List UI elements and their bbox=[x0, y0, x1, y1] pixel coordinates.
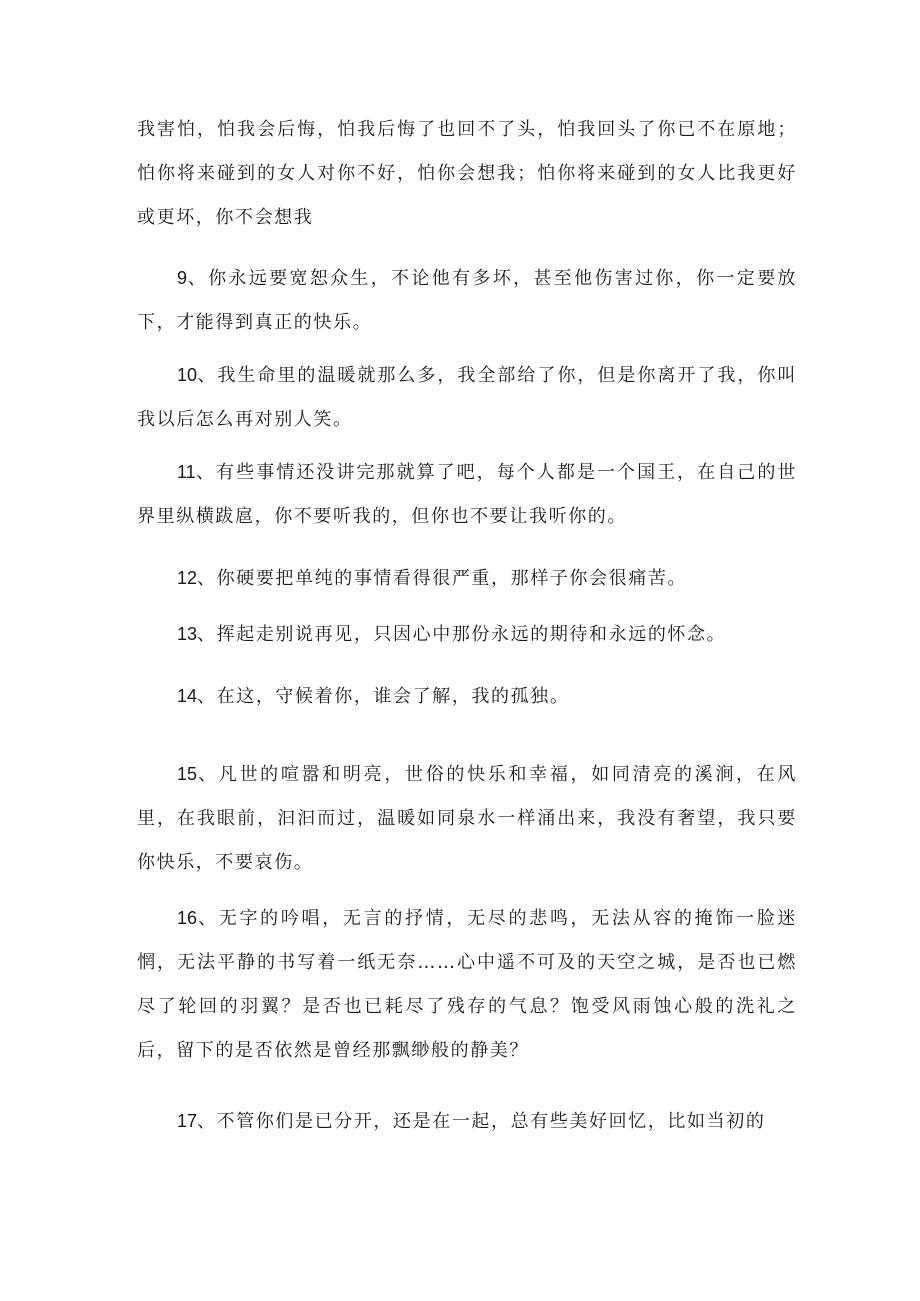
paragraph-10 bbox=[137, 353, 797, 442]
paragraph-13 bbox=[137, 612, 797, 657]
paragraph-text: 、挥起走别说再见，只因心中那份永远的期待和永远的怀念。 bbox=[197, 624, 727, 645]
paragraph-number: 16 bbox=[177, 908, 198, 928]
paragraph-text: 、你硬要把单纯的事情看得很严重，那样子你会很痛苦。 bbox=[197, 568, 688, 589]
paragraph-17 bbox=[137, 1099, 797, 1144]
paragraph-text: 、在这，守候着你，谁会了解，我的孤独。 bbox=[197, 686, 570, 707]
paragraph-text: 、我生命里的温暖就那么多，我全部给了你，但是你离开了我，你叫我以后怎么再对别人笑。 bbox=[137, 365, 797, 430]
paragraph-11 bbox=[137, 450, 797, 539]
paragraph-text: 、你永远要宽恕众生，不论他有多坏，甚至他伤害过你，你一定要放下，才能得到真正的快乐。 bbox=[137, 268, 797, 333]
paragraph-number: 9 bbox=[177, 268, 188, 288]
paragraph-number: 10 bbox=[177, 365, 198, 385]
paragraph-number: 13 bbox=[177, 624, 198, 644]
paragraph-number: 17 bbox=[177, 1111, 198, 1131]
paragraph-number: 11 bbox=[177, 462, 196, 482]
paragraph-12 bbox=[137, 556, 797, 601]
paragraph-number: 14 bbox=[177, 686, 198, 706]
paragraph-text: 、无字的吟唱，无言的抒情，无尽的悲鸣，无法从容的掩饰一脸迷惘，无法平静的书写着一纸无奈……心中遥不可及的天空之城，是否也已燃尽了轮回的羽翼？是否也已耗尽了残存的气息？饱受风雨蚀心般的洗礼之后，留下的是否依然是曾经那飘缈般的静美？ bbox=[137, 908, 797, 1061]
paragraph-9 bbox=[137, 256, 797, 345]
paragraph-15 bbox=[137, 752, 797, 885]
paragraph-number: 12 bbox=[177, 568, 198, 588]
paragraph-text: 、有些事情还没讲完那就算了吧，每个人都是一个国王，在自己的世界里纵横跋扈，你不要听我的，但你也不要让我听你的。 bbox=[137, 462, 797, 527]
paragraph-text: 、凡世的喧嚣和明亮，世俗的快乐和幸福，如同清亮的溪涧，在风里，在我眼前，汩汩而过，温暖如同泉水一样涌出来，我没有奢望，我只要你快乐，不要哀伤。 bbox=[137, 764, 797, 873]
paragraph-text: 、不管你们是已分开，还是在一起，总有些美好回忆，比如当初的 bbox=[197, 1111, 766, 1132]
paragraph-16 bbox=[137, 896, 797, 1073]
paragraph-number: 15 bbox=[177, 764, 198, 784]
paragraph-14 bbox=[137, 674, 797, 719]
paragraph-0 bbox=[137, 108, 797, 240]
paragraph-text: 我害怕，怕我会后悔，怕我后悔了也回不了头，怕我回头了你已不在原地；怕你将来碰到的女人对你不好，怕你会想我；怕你将来碰到的女人比我更好或更坏，你不会想我 bbox=[137, 119, 797, 228]
